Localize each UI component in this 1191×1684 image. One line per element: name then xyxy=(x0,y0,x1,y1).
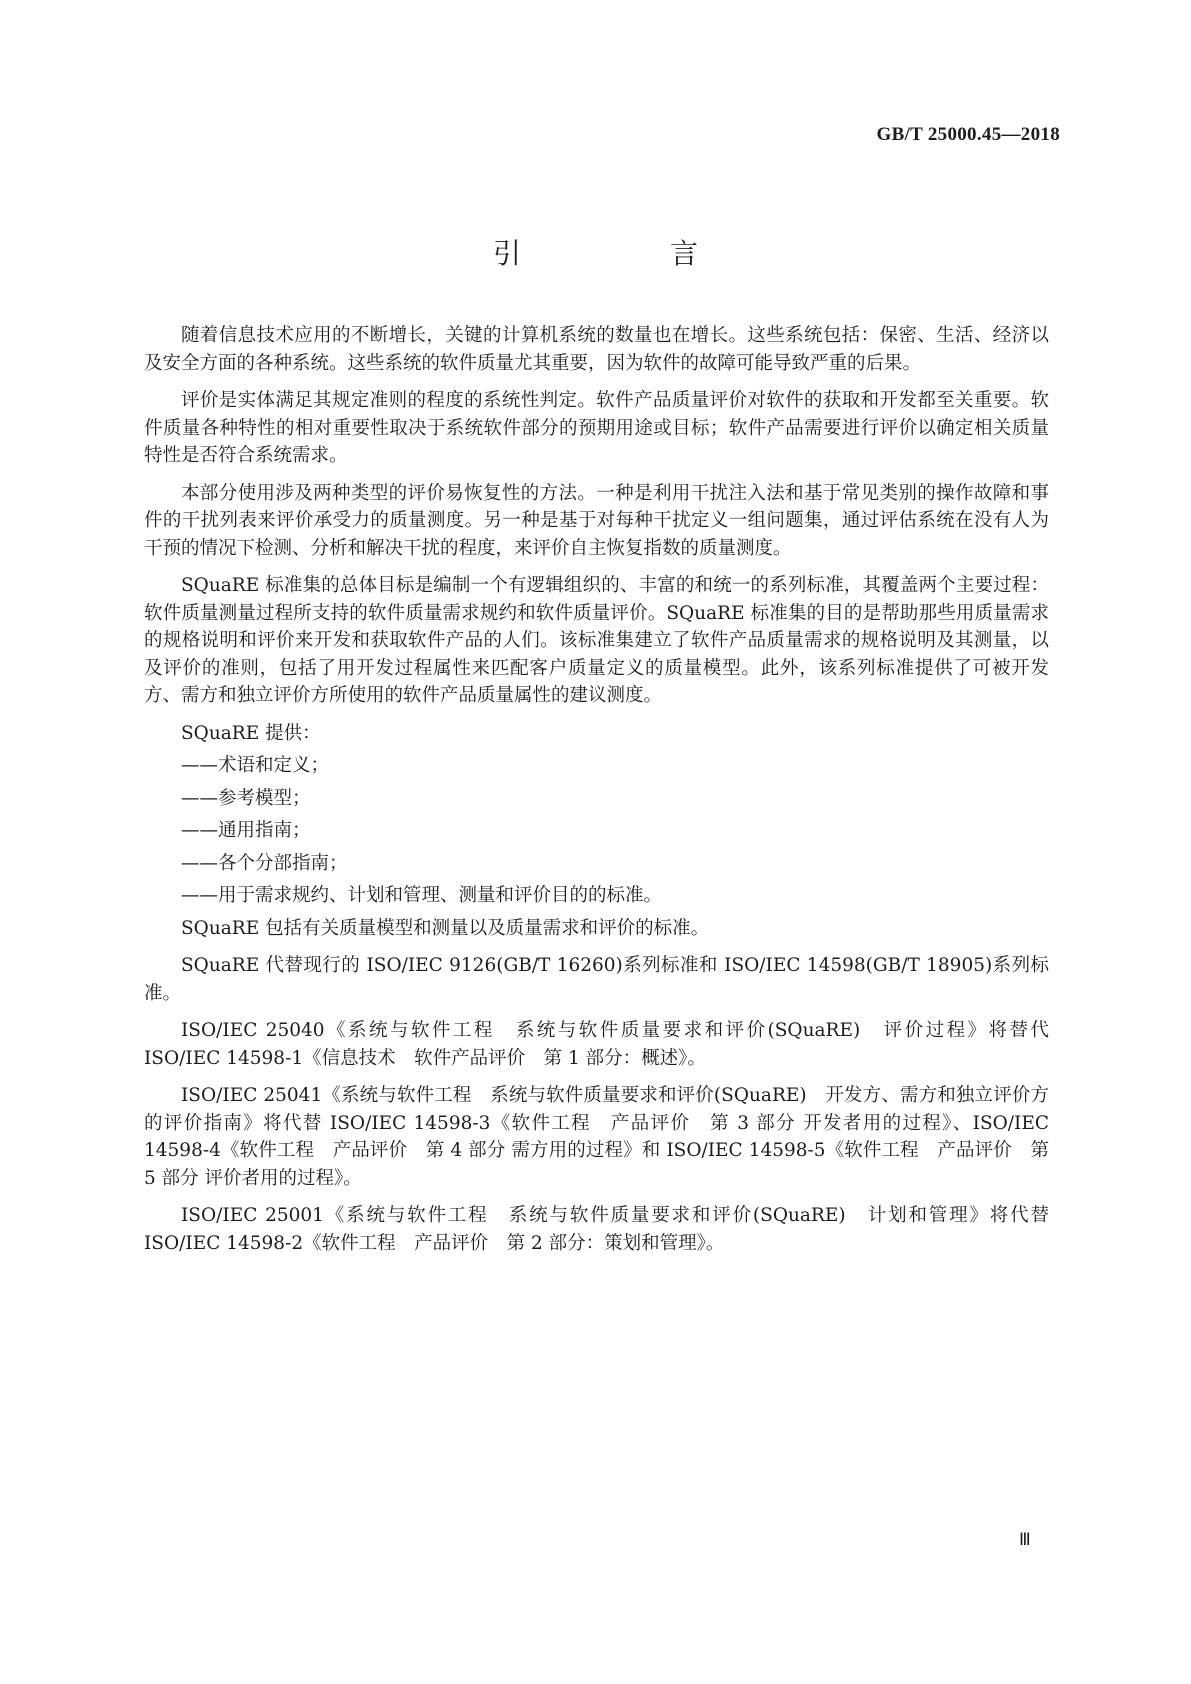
paragraph: ISO/IEC 25040《系统与软件工程 系统与软件质量要求和评价(SQuaRE) 评价过程》将替代 ISO/IEC 14598-1《信息技术 软件产品评价 第 1 部分：概述》。 xyxy=(144,1020,1049,1069)
paragraph: 随着信息技术应用的不断增长，关键的计算机系统的数量也在增长。这些系统包括：保密、生活、经济以及安全方面的各种系统。这些系统的软件质量尤其重要，因为软件的故障可能导致严重的后果。 xyxy=(144,325,1049,374)
page-title: 引 言 xyxy=(493,237,768,270)
paragraph: SQuaRE 包括有关质量模型和测量以及质量需求和评价的标准。 xyxy=(181,917,710,939)
paragraph: ISO/IEC 25001《系统与软件工程 系统与软件质量要求和评价(SQuaRE) 计划和管理》将代替 ISO/IEC 14598-2《软件工程 产品评价 第 2 部分：策划和管理》。 xyxy=(144,1205,1049,1254)
standard-code: GB/T 25000.45—2018 xyxy=(876,124,1060,145)
page-number: Ⅲ xyxy=(1019,1530,1031,1549)
list-item: ——参考模型； xyxy=(181,787,311,809)
list-item: ——各个分部指南； xyxy=(181,852,348,874)
paragraph: SQuaRE 标准集的总体目标是编制一个有逻辑组织的、丰富的和统一的系列标准，其覆盖两个主要过程：软件质量测量过程所支持的软件质量需求规约和软件质量评价。SQuaRE 标准集的目的是帮助那些用质量需求的规格说明和评价来开发和获取软件产品的人们。该标准集建立了软件产品质量需求的规格说明及其测量，以及评价的准则，包括了用开发过程属性来匹配客户质量定义的质量模型。此外，该系列标准提供了可被开发方、需方和独立评价方所使用的软件产品质量属性的建议测度。 xyxy=(144,575,1049,706)
paragraph: ISO/IEC 25041《系统与软件工程 系统与软件质量要求和评价(SQuaRE) 开发方、需方和独立评价方的评价指南》将代替 ISO/IEC 14598-3《软件工程 产品评价 第 3 部分 开发者用的过程》、ISO/IEC 14598-4《软件工程 产品评价 第 4 部分 需方用的过程》和 ISO/IEC 14598-5《软件工程 产品评价 第 5 部分 评价者用的过程》。 xyxy=(144,1085,1049,1189)
paragraph: 本部分使用涉及两种类型的评价易恢复性的方法。一种是利用干扰注入法和基于常见类别的操作故障和事件的干扰列表来评价承受力的质量测度。另一种是基于对每种干扰定义一组问题集，通过评估系统在没有人为干预的情况下检测、分析和解决干扰的程度，来评价自主恢复指数的质量测度。 xyxy=(144,482,1049,559)
document-body xyxy=(144,322,1049,1267)
list-item: ——用于需求规约、计划和管理、测量和评价目的的标准。 xyxy=(181,885,663,906)
paragraph: SQuaRE 代替现行的 ISO/IEC 9126(GB/T 16260)系列标准和 ISO/IEC 14598(GB/T 18905)系列标准。 xyxy=(144,955,1049,1004)
list-item: ——通用指南； xyxy=(181,820,311,841)
paragraph: SQuaRE 提供： xyxy=(181,722,321,744)
list-item: ——术语和定义； xyxy=(181,755,330,776)
paragraph: 评价是实体满足其规定准则的程度的系统性判定。软件产品质量评价对软件的获取和开发都至关重要。软件质量各种特性的相对重要性取决于系统软件部分的预期用途或目标；软件产品需要进行评价以确定相关质量特性是否符合系统需求。 xyxy=(144,390,1049,466)
